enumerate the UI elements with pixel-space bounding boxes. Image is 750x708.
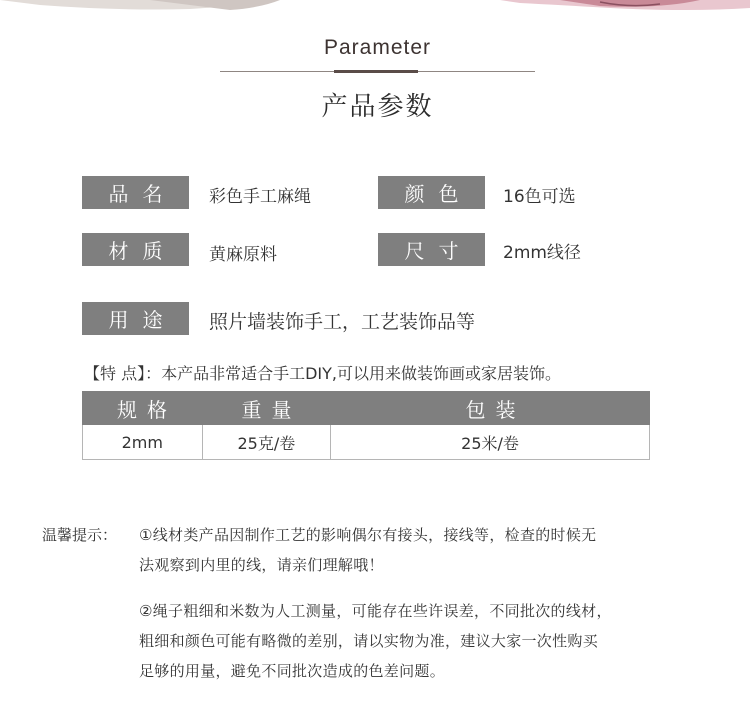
spec-header-weight: 重量 (241, 397, 302, 422)
spec-header-package: 包装 (465, 397, 526, 422)
tip-line: 法观察到内里的线，请亲们理解哦！ (139, 556, 384, 574)
spec-header-size: 规格 (117, 397, 177, 422)
param-value-material: 黄麻原料 (209, 245, 277, 265)
spec-table-header (82, 391, 650, 425)
tips-label: 温馨提示： (42, 526, 118, 544)
header-title-en: Parameter (323, 36, 432, 59)
param-label-usage: 用途 (82, 302, 189, 335)
feature-text: ：本产品非常适合手工DIY,可以用来做装饰画或家居装饰。 (145, 364, 561, 383)
feature-label: 【特 点】 (84, 364, 146, 383)
param-label-size: 尺寸 (378, 233, 485, 266)
tip-line: 足够的用量，避免不同批次造成的色差问题。 (139, 662, 446, 680)
param-value-name: 彩色手工麻绳 (209, 187, 311, 207)
tip-line: ②绳子粗细和米数为人工测量，可能存在些许误差，不同批次的线材， (139, 602, 612, 620)
spec-cell-size: 2mm (83, 425, 203, 459)
param-label-color: 颜色 (378, 176, 485, 209)
header-divider-accent (334, 70, 418, 73)
spec-table (82, 391, 650, 460)
spec-cell-weight: 25克/卷 (203, 425, 332, 459)
spec-cell-package: 25米/卷 (461, 433, 519, 453)
param-label-name: 品名 (82, 176, 189, 209)
param-label-material: 材质 (82, 233, 189, 266)
param-value-size: 2mm线径 (503, 243, 581, 263)
param-value-color: 16色可选 (503, 187, 576, 207)
top-decoration (0, 0, 750, 14)
feature-line (84, 361, 561, 384)
header-title-cn: 产品参数 (321, 92, 434, 122)
table-row (82, 425, 650, 460)
tip-line: 粗细和颜色可能有略微的差别，请以实物为准，建议大家一次性购买 (139, 632, 599, 650)
tip-line: ①线材类产品因制作工艺的影响偶尔有接头，接线等，检查的时候无 (139, 526, 597, 544)
param-value-usage: 照片墙装饰手工，工艺装饰品等 (209, 311, 476, 333)
